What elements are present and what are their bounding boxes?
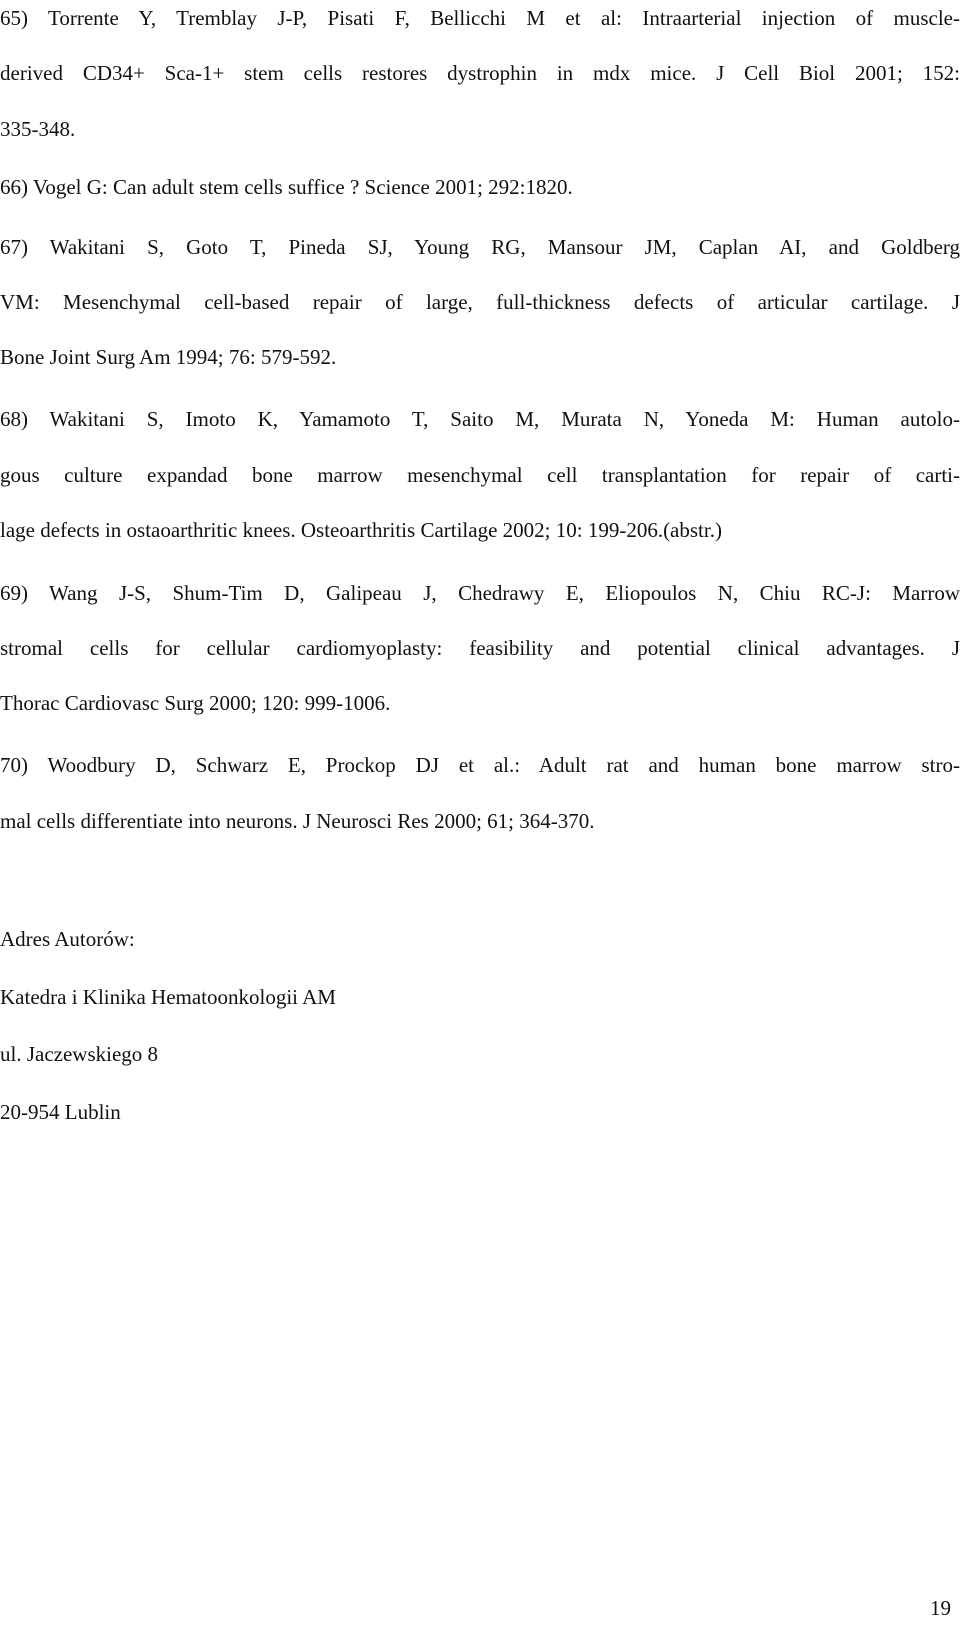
address-line: ul. Jaczewskiego 8 xyxy=(0,1042,159,1066)
reference-line: 67) Wakitani S, Goto T, Pineda SJ, Young RG, Mansour JM, Caplan AI, and Goldberg xyxy=(0,235,960,259)
address-line: Katedra i Klinika Hematoonkologii AM xyxy=(0,985,336,1009)
reference-line: VM: Mesenchymal cell-based repair of large, full-thickness defects of articular cartilage. J xyxy=(0,290,960,314)
reference-line: lage defects in ostaoarthritic knees. Osteoarthritis Cartilage 2002; 10: 199-206.(abstr.) xyxy=(0,518,722,542)
reference-line: 66) Vogel G: Can adult stem cells suffice ? Science 2001; 292:1820. xyxy=(0,175,573,199)
address-heading: Adres Autorów: xyxy=(0,927,135,951)
reference-line: mal cells differentiate into neurons. J Neurosci Res 2000; 61; 364-370. xyxy=(0,809,595,833)
reference-line: 70) Woodbury D, Schwarz E, Prockop DJ et al.: Adult rat and human bone marrow stro- xyxy=(0,753,960,777)
reference-line: 65) Torrente Y, Tremblay J-P, Pisati F, Bellicchi M et al: Intraarterial injection of muscle- xyxy=(0,6,960,30)
reference-line: Thorac Cardiovasc Surg 2000; 120: 999-1006. xyxy=(0,691,391,715)
reference-line: 335-348. xyxy=(0,117,76,141)
address-line: 20-954 Lublin xyxy=(0,1100,121,1124)
reference-line: Bone Joint Surg Am 1994; 76: 579-592. xyxy=(0,345,337,369)
reference-line: 69) Wang J-S, Shum-Tim D, Galipeau J, Chedrawy E, Eliopoulos N, Chiu RC-J: Marrow xyxy=(0,581,960,605)
reference-line: stromal cells for cellular cardiomyoplasty: feasibility and potential clinical advantages. J xyxy=(0,636,960,660)
reference-line: gous culture expandad bone marrow mesenchymal cell transplantation for repair of carti- xyxy=(0,463,960,487)
page-number: 19 xyxy=(930,1596,951,1620)
reference-line: 68) Wakitani S, Imoto K, Yamamoto T, Saito M, Murata N, Yoneda M: Human autolo- xyxy=(0,407,960,431)
reference-line: derived CD34+ Sca-1+ stem cells restores dystrophin in mdx mice. J Cell Biol 2001; 152: xyxy=(0,61,960,85)
